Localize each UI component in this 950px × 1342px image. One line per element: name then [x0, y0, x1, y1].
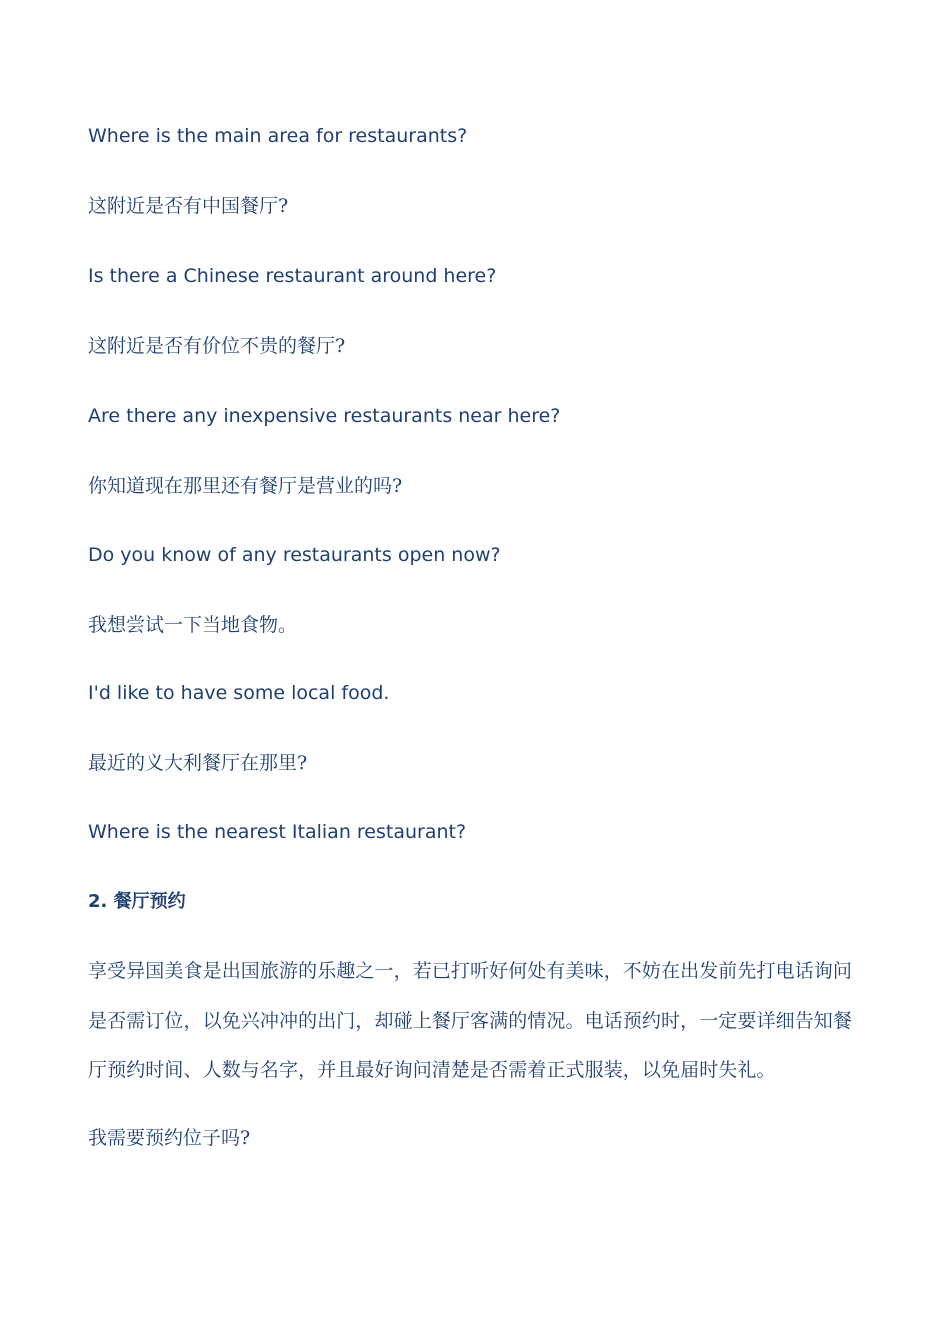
- paragraph-line: 厅预约时间、人数与名字，并且最好询问清楚是否需着正式服装，以免届时失礼。: [88, 1059, 776, 1081]
- phrase-english-local-food: I'd like to have some local food.: [88, 682, 390, 704]
- paragraph-line: 享受异国美食是出国旅游的乐趣之一，若已打听好何处有美味，不妨在出发前先打电话询问: [88, 960, 853, 982]
- phrase-english-open-now: Do you know of any restaurants open now?: [88, 544, 501, 566]
- phrase-chinese-italian: 最近的义大利餐厅在那里?: [88, 752, 308, 774]
- phrase-chinese-reservation: 我需要预约位子吗?: [88, 1127, 251, 1149]
- section-heading: 2. 餐厅预约: [88, 891, 186, 912]
- phrase-chinese-inexpensive: 这附近是否有价位不贵的餐厅?: [88, 335, 346, 357]
- phrase-english-main-area: Where is the main area for restaurants?: [88, 125, 468, 147]
- phrase-english-inexpensive: Are there any inexpensive restaurants near here?: [88, 405, 561, 427]
- reservation-paragraph: [88, 947, 858, 1096]
- phrase-chinese-local-food: 我想尝试一下当地食物。: [88, 614, 298, 636]
- phrase-chinese-open-now: 你知道现在那里还有餐厅是营业的吗?: [88, 475, 403, 497]
- paragraph-line: 是否需订位，以免兴冲冲的出门，却碰上餐厅客满的情况。电话预约时，一定要详细告知餐: [88, 1009, 853, 1032]
- phrase-english-italian: Where is the nearest Italian restaurant?: [88, 821, 467, 843]
- phrase-chinese-chinese-restaurant: 这附近是否有中国餐厅?: [88, 195, 289, 217]
- phrase-english-chinese-restaurant: Is there a Chinese restaurant around here?: [88, 265, 497, 287]
